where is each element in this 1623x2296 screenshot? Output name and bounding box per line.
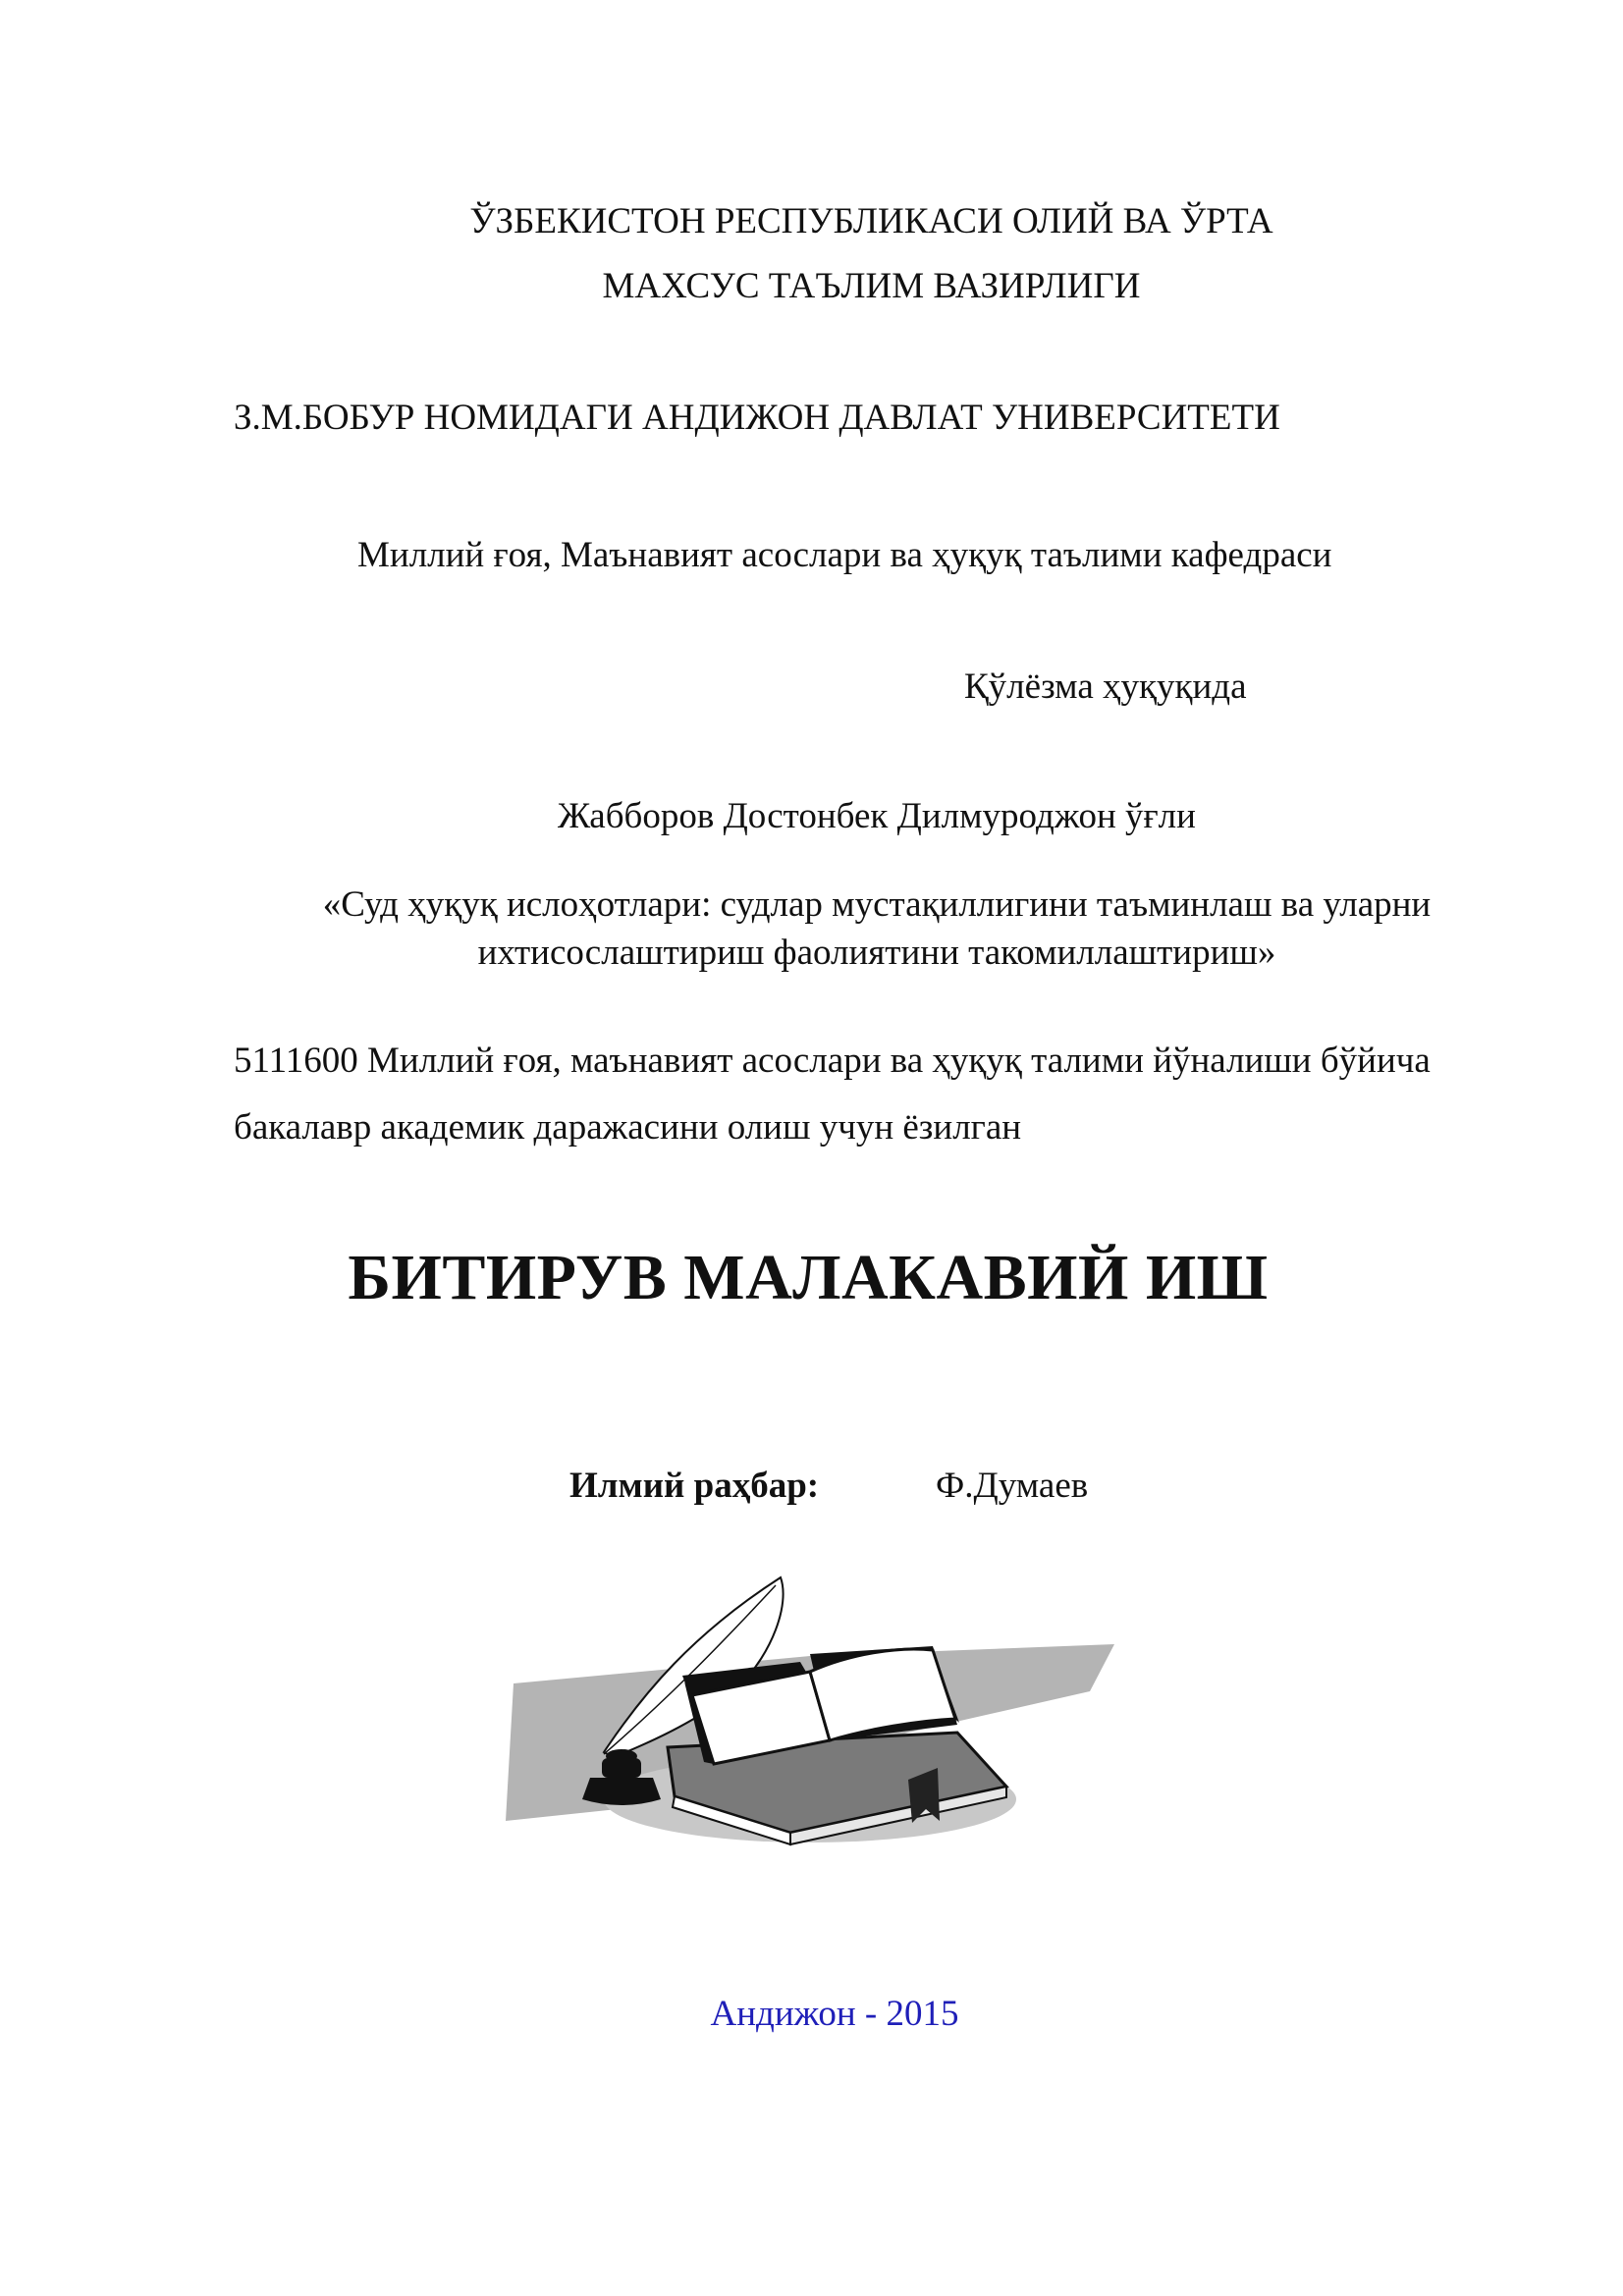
supervisor-label: Илмий раҳбар: xyxy=(569,1466,820,1506)
university-name: З.М.БОБУР НОМИДАГИ АНДИЖОН ДАВЛАТ УНИВЕРСИТЕТИ xyxy=(234,398,1280,438)
book-quill-inkwell-icon xyxy=(496,1575,1124,1860)
topic-line-2: ихтисослаштириш фаолиятини такомиллаштириш» xyxy=(477,933,1276,973)
ministry-line-1: ЎЗБЕКИСТОН РЕСПУБЛИКАСИ ОЛИЙ ВА ЎРТА xyxy=(469,201,1273,241)
document-type-title: БИТИРУВ МАЛАКАВИЙ ИШ xyxy=(348,1242,1269,1313)
ministry-line-2: МАХСУС ТАЪЛИМ ВАЗИРЛИГИ xyxy=(602,266,1141,306)
manuscript-note: Қўлёзма ҳуқуқида xyxy=(964,667,1247,707)
direction-line-1: 5111600 Миллий ғоя, маънавият асослари ва ҳуқуқ талими йўналиши бўйича xyxy=(234,1041,1431,1081)
topic-line-1: «Суд ҳуқуқ ислоҳотлари: судлар мустақиллигини таъминлаш ва уларни xyxy=(322,884,1432,925)
author-name: Жабборов Достонбек Дилмуроджон ўғли xyxy=(558,796,1196,836)
city-year: Андижон - 2015 xyxy=(710,1994,959,2034)
direction-line-2: бакалавр академик даражасини олиш учун ёзилган xyxy=(234,1107,1022,1148)
supervisor-name: Ф.Думаев xyxy=(936,1466,1089,1506)
department-name: Миллий ғоя, Маънавият асослари ва ҳуқуқ таълими кафедраси xyxy=(357,535,1332,575)
